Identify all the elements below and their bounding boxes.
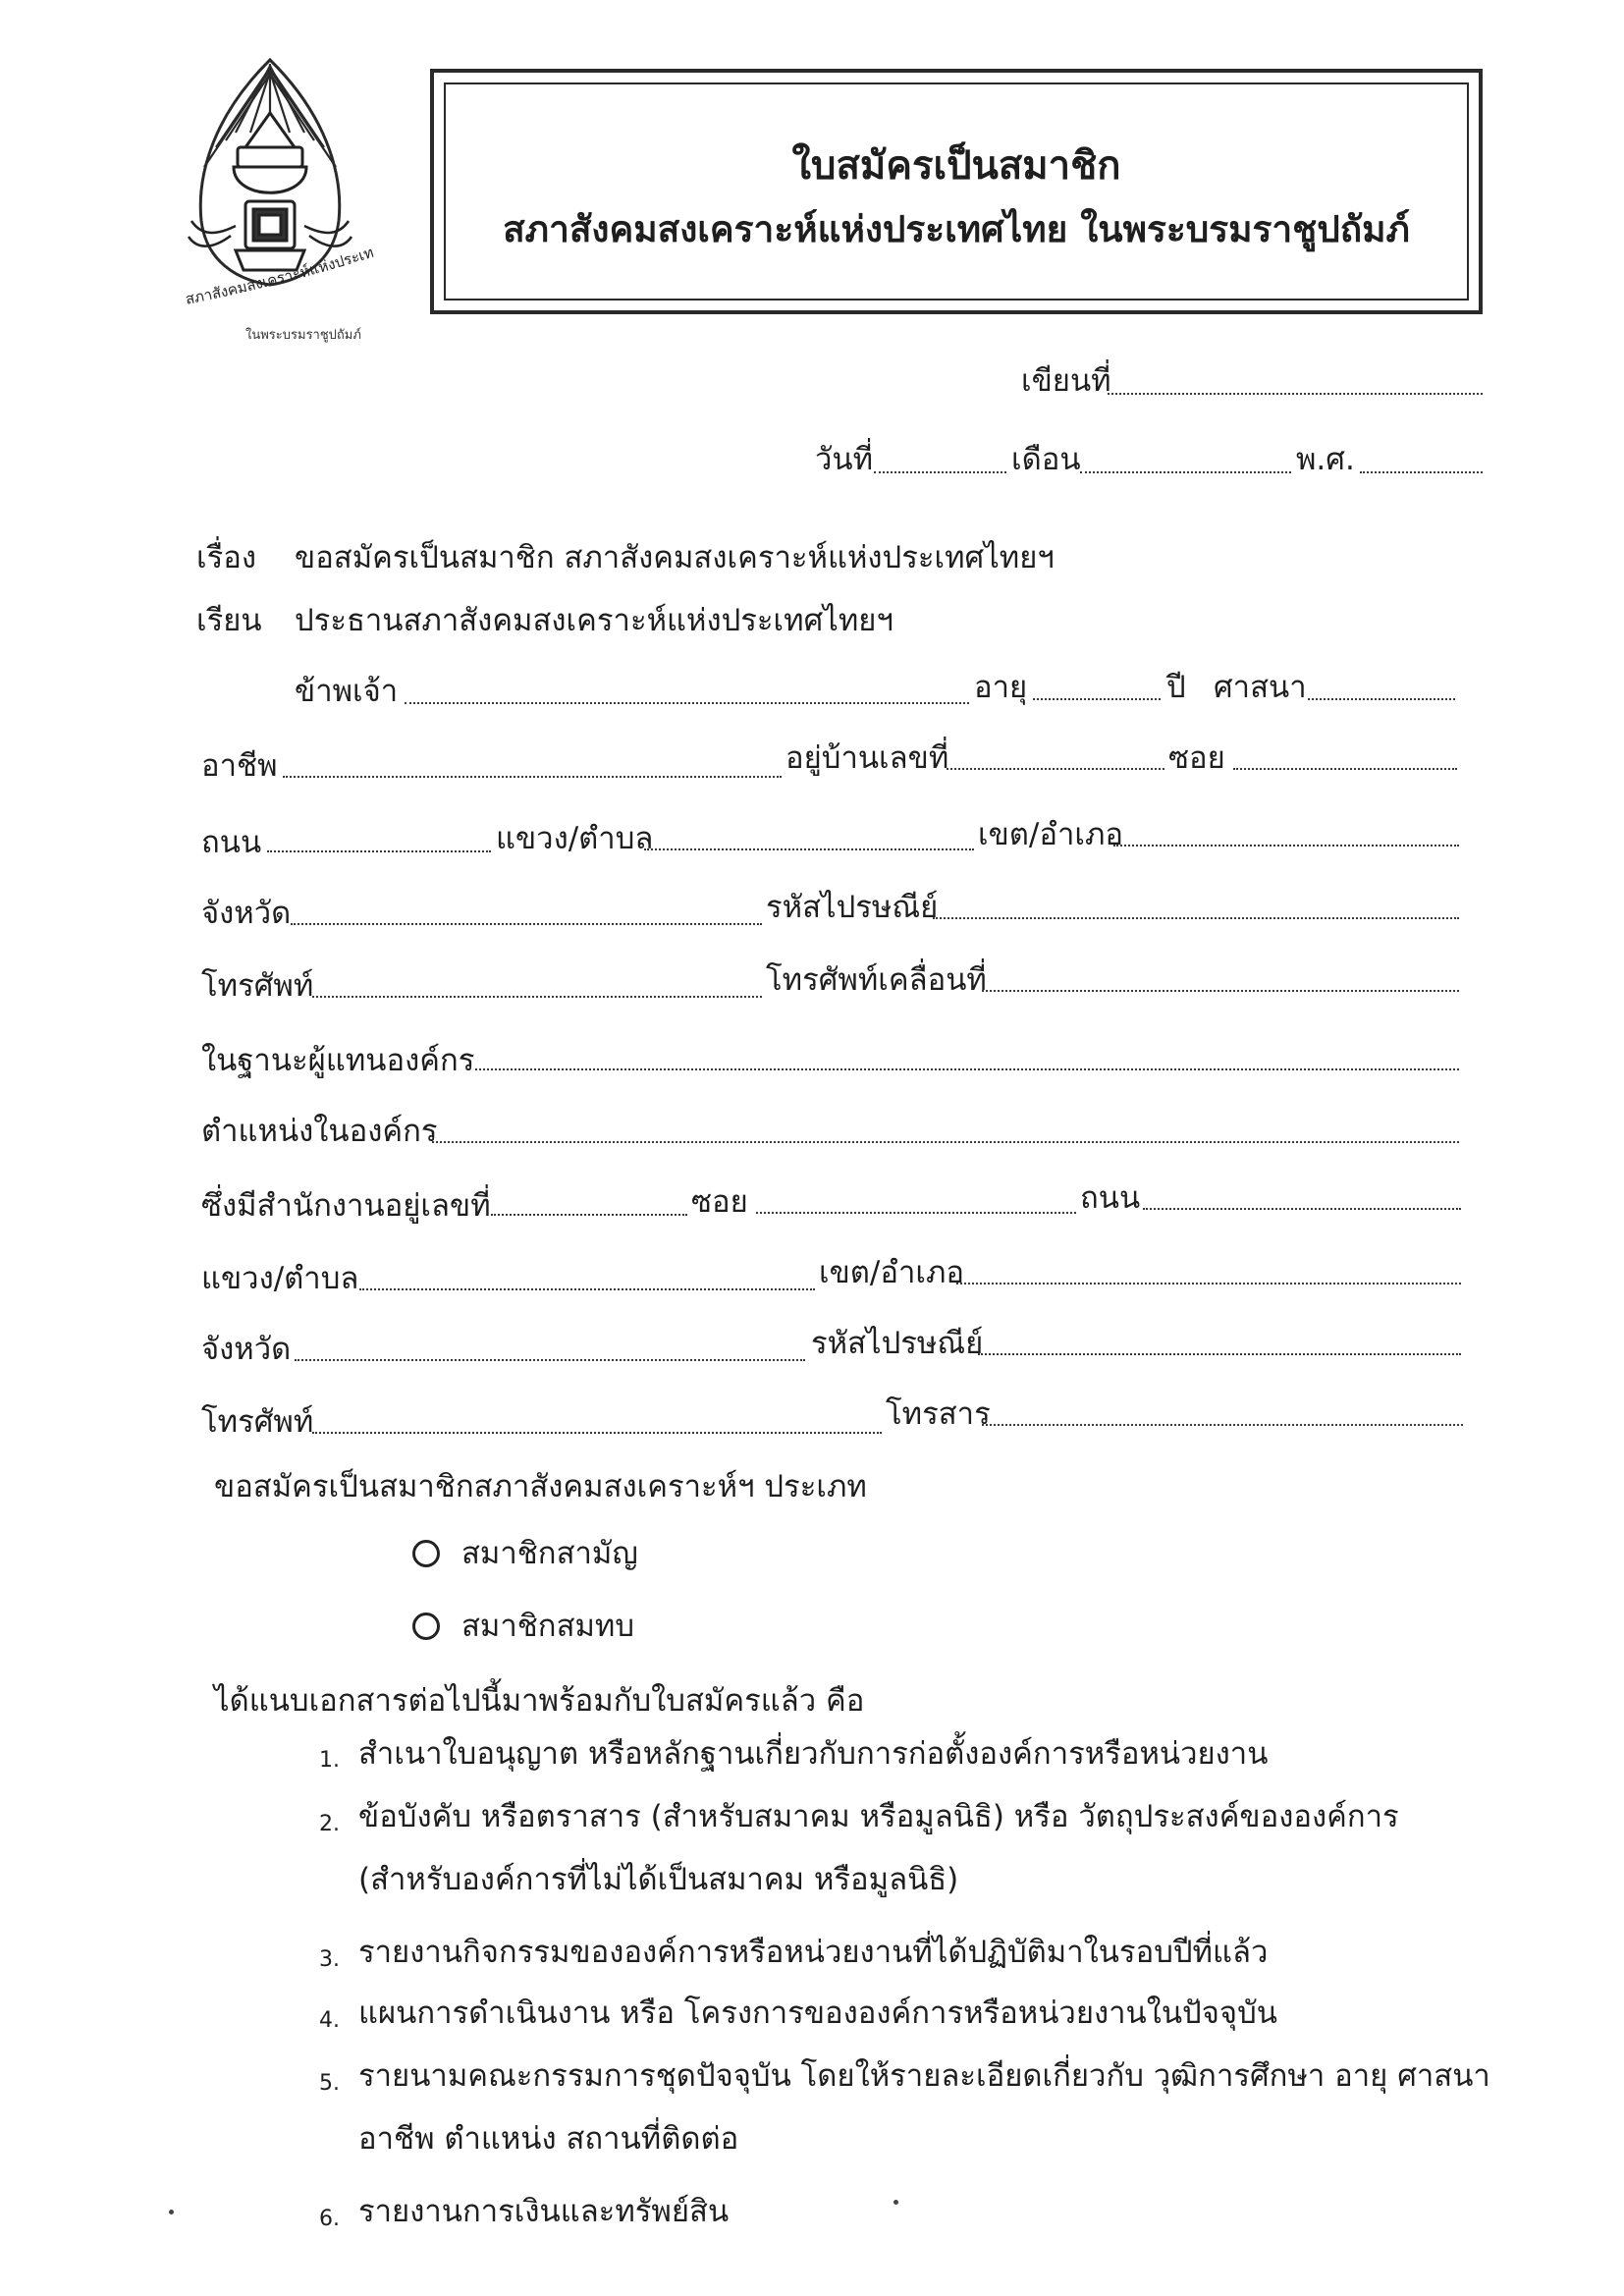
office-phone-label: โทรศัพท์ — [201, 1404, 314, 1440]
office-subdistrict-field[interactable] — [359, 1288, 815, 1290]
subdistrict-label: แขวง/ตำบล — [496, 821, 654, 856]
organization-name: สภาสังคมสงเคราะห์แห่งประเทศไทย ในพระบรมราชูปถัมภ์ — [503, 208, 1410, 250]
office-no-field[interactable] — [491, 1214, 687, 1216]
postcode-label: รหัสไปรษณีย์ — [766, 890, 939, 925]
written-at-field[interactable] — [1108, 393, 1483, 395]
document-number: 3. — [319, 1947, 340, 1972]
document-item-continued: อาชีพ ตำแหน่ง สถานที่ติดต่อ — [358, 2121, 739, 2157]
office-postcode-label: รหัสไปรษณีย์ — [811, 1326, 984, 1361]
office-soi-field[interactable] — [756, 1212, 1076, 1214]
years-label: ปี — [1166, 670, 1186, 705]
subdistrict-field[interactable] — [644, 848, 974, 850]
applicant-label: ข้าพเจ้า — [295, 674, 399, 709]
religion-field[interactable] — [1308, 698, 1455, 700]
document-item-continued: (สำหรับองค์การที่ไม่ได้เป็นสมาคม หรือมูลนิธิ) — [358, 1862, 959, 1897]
document-number: 2. — [319, 1812, 340, 1836]
day-label: วันที่ — [815, 442, 874, 477]
membership-prompt: ขอสมัครเป็นสมาชิกสภาสังคมสงเคราะห์ฯ ประเภท — [214, 1469, 867, 1504]
form-title: ใบสมัครเป็นสมาชิก — [791, 143, 1121, 189]
house-no-label: อยู่บ้านเลขที่ — [785, 740, 949, 776]
scan-speck — [169, 2210, 174, 2214]
day-field[interactable] — [874, 471, 1006, 473]
scan-speck — [893, 2200, 898, 2205]
month-label: เดือน — [1011, 442, 1081, 477]
associate-member-radio[interactable] — [412, 1613, 440, 1640]
document-number: 5. — [319, 2071, 340, 2096]
office-district-label: เขต/อำเภอ — [819, 1255, 965, 1290]
road-field[interactable] — [267, 850, 491, 852]
road-label: ถนน — [201, 825, 262, 860]
office-province-label: จังหวัด — [201, 1332, 292, 1367]
house-no-field[interactable] — [947, 768, 1164, 770]
province-field[interactable] — [291, 923, 762, 925]
office-province-field[interactable] — [295, 1359, 805, 1361]
to-text: ประธานสภาสังคมสงเคราะห์แห่งประเทศไทยฯ — [295, 603, 893, 638]
document-item: แผนการดำเนินงาน หรือ โครงการขององค์การหรือหน่วยงานในปัจจุบัน — [358, 1995, 1277, 2031]
document-number: 6. — [319, 2207, 340, 2231]
org-rep-field[interactable] — [475, 1068, 1459, 1070]
province-label: จังหวัด — [201, 896, 292, 931]
district-field[interactable] — [1113, 845, 1459, 847]
to-label: เรียน — [196, 603, 262, 638]
office-phone-field[interactable] — [312, 1432, 882, 1434]
office-road-field[interactable] — [1143, 1208, 1461, 1210]
documents-intro: ได้แนบเอกสารต่อไปนี้มาพร้อมกับใบสมัครแล้ว คือ — [214, 1683, 865, 1719]
office-subdistrict-label: แขวง/ตำบล — [201, 1261, 359, 1296]
year-label: พ.ศ. — [1296, 442, 1355, 477]
soi-field[interactable] — [1233, 768, 1457, 770]
phone-label: โทรศัพท์ — [201, 968, 314, 1004]
office-no-label: ซึ่งมีสำนักงานอยู่เลขที่ — [201, 1188, 491, 1224]
associate-member-label: สมาชิกสมทบ — [461, 1609, 635, 1644]
ordinary-member-radio[interactable] — [412, 1540, 440, 1567]
age-field[interactable] — [1033, 698, 1161, 700]
logo-sub-text: ในพระบรมราชูปถัมภ์ — [245, 328, 361, 343]
occupation-label: อาชีพ — [201, 748, 278, 784]
fax-field[interactable] — [982, 1424, 1463, 1426]
year-field[interactable] — [1360, 471, 1483, 473]
ordinary-member-label: สมาชิกสามัญ — [461, 1536, 638, 1571]
district-label: เขต/อำเภอ — [978, 817, 1124, 852]
religion-label: ศาสนา — [1214, 670, 1307, 705]
applicant-name-field[interactable] — [405, 702, 969, 704]
org-position-label: ตำแหน่งในองค์กร — [201, 1114, 438, 1149]
org-position-field[interactable] — [432, 1141, 1459, 1143]
month-field[interactable] — [1080, 471, 1291, 473]
title-box — [430, 69, 1483, 314]
fax-label: โทรสาร — [886, 1396, 991, 1432]
crown-emblem-icon — [177, 54, 403, 378]
document-item: รายนามคณะกรรมการชุดปัจจุบัน โดยให้รายละเอียดเกี่ยวกับ วุฒิการศึกษา อายุ ศาสนา — [358, 2058, 1490, 2094]
office-postcode-field[interactable] — [978, 1353, 1461, 1355]
document-item: รายงานกิจกรรมขององค์การหรือหน่วยงานที่ได้ปฏิบัติมาในรอบปีที่แล้ว — [358, 1935, 1269, 1970]
written-at-label: เขียนที่ — [1021, 363, 1111, 399]
age-label: อายุ — [974, 670, 1028, 705]
office-district-field[interactable] — [956, 1283, 1461, 1285]
document-item: ข้อบังคับ หรือตราสาร (สำหรับสมาคม หรือมูลนิธิ) หรือ วัตถุประสงค์ขององค์การ — [358, 1799, 1399, 1834]
document-number: 4. — [319, 2008, 340, 2033]
mobile-label: โทรศัพท์เคลื่อนที่ — [766, 962, 987, 998]
subject-text: ขอสมัครเป็นสมาชิก สภาสังคมสงเคราะห์แห่งประเทศไทยฯ — [295, 540, 1055, 575]
office-soi-label: ซอย — [691, 1184, 748, 1220]
org-rep-label: ในฐานะผู้แทนองค์กร — [201, 1043, 475, 1078]
occupation-field[interactable] — [283, 776, 782, 778]
soi-label: ซอย — [1168, 740, 1225, 776]
document-number: 1. — [319, 1748, 340, 1773]
phone-field[interactable] — [312, 996, 762, 998]
logo-arc-text: สภาสังคมสงเคราะห์แห่งประเท — [184, 243, 376, 308]
subject-label: เรื่อง — [196, 540, 257, 575]
office-road-label: ถนน — [1080, 1180, 1141, 1216]
document-item: สำเนาใบอนุญาต หรือหลักฐานเกี่ยวกับการก่อตั้งองค์การหรือหน่วยงาน — [358, 1736, 1269, 1772]
document-item: รายงานการเงินและทรัพย์สิน — [358, 2194, 730, 2229]
mobile-field[interactable] — [982, 990, 1459, 992]
postcode-field[interactable] — [933, 917, 1459, 919]
organization-logo — [177, 54, 403, 378]
